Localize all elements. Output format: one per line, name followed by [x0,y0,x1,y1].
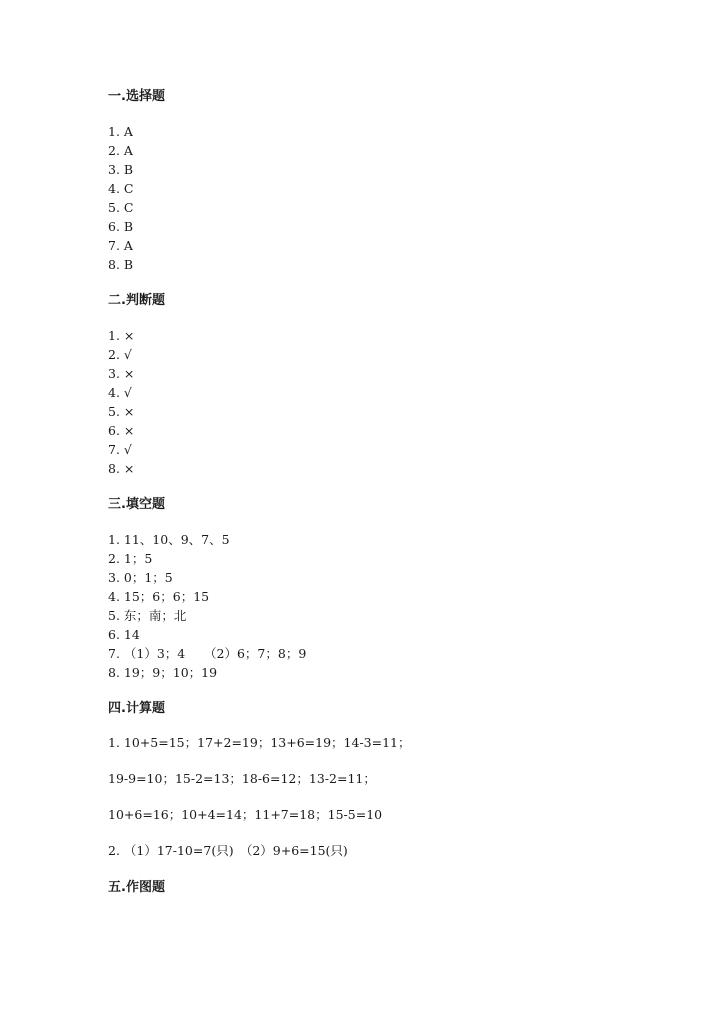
answer-line: 1. × [108,328,135,343]
answer-line: 1. 11、10、9、7、5 [108,532,230,547]
answer-line: 2. A [108,143,133,158]
answer-line: 4. 15；6；6；15 [108,589,210,604]
section-calculation [108,698,668,860]
answer-line: 5. × [108,404,135,419]
answer-line: 2. （1）17-10=7(只) （2）9+6=15(只) [108,843,348,858]
answer-line: 19-9=10；15-2=13；18-6=12；13-2=11； [108,771,376,786]
answer-line: 7. √ [108,442,132,457]
section-title: 五.作图题 [108,880,165,895]
answer-line: 7. A [108,238,133,253]
answer-key-page [108,86,668,899]
section-title: 三.填空题 [108,497,165,512]
answer-line: 6. B [108,219,134,234]
answer-line: 4. C [108,181,134,196]
answer-line: 1. 10+5=15；17+2=19；13+6=19；14-3=11； [108,735,411,750]
answer-line: 7. （1）3；4 （2）6；7；8；9 [108,646,307,661]
answer-line: 8. × [108,461,135,476]
answer-line: 5. C [108,200,134,215]
answer-line: 5. 东；南；北 [108,608,187,623]
section-title: 二.判断题 [108,293,165,308]
answer-line: 1. A [108,124,133,139]
section-fill-blank [108,494,668,682]
answer-line: 8. 19；9；10；19 [108,665,218,680]
answer-line: 10+6=16；10+4=14；11+7=18；15-5=10 [108,807,383,822]
answer-line: 3. × [108,366,135,381]
answer-line: 2. 1；5 [108,551,153,566]
answer-list [108,122,668,274]
section-title: 一.选择题 [108,89,165,104]
answer-line: 6. × [108,423,135,438]
answer-line: 4. √ [108,385,132,400]
answer-line: 3. B [108,162,134,177]
answer-line: 6. 14 [108,627,140,642]
answer-line: 8. B [108,257,134,272]
section-drawing [108,877,668,899]
answer-list [108,530,668,682]
answer-line: 2. √ [108,347,132,362]
section-choice [108,86,668,274]
answer-list [108,733,668,860]
section-title: 四.计算题 [108,701,165,716]
answer-list [108,326,668,478]
answer-line: 3. 0；1；5 [108,570,173,585]
section-true-false [108,290,668,478]
